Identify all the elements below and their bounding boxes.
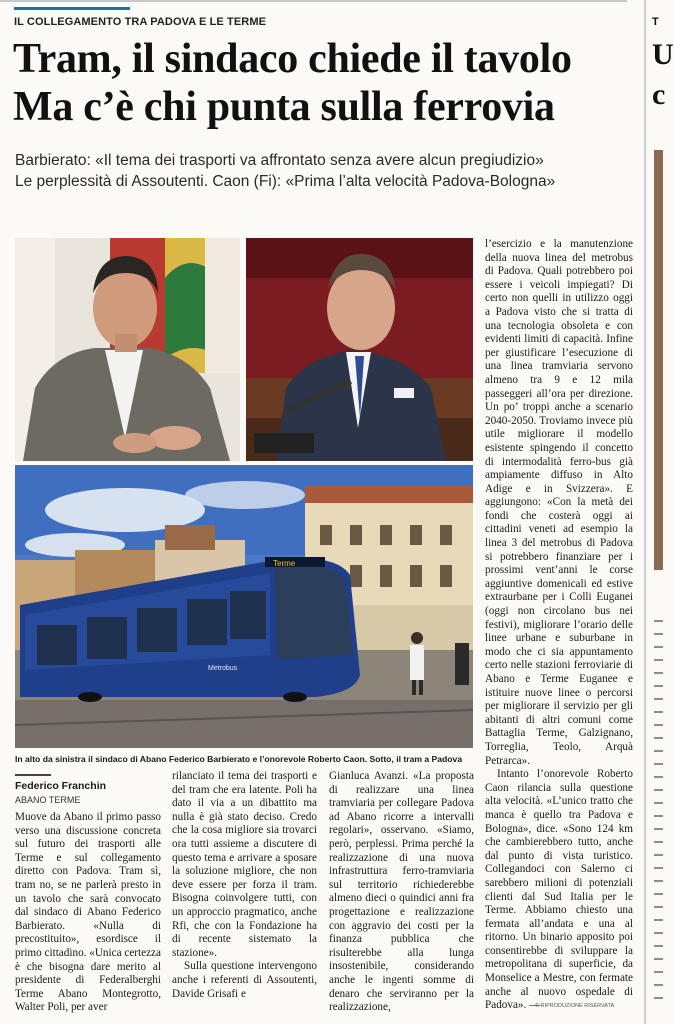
- adjacent-kicker-letter: T: [652, 16, 659, 28]
- tram-sign-text: Terme: [273, 559, 296, 568]
- body-paragraph: Sulla questione intervengono anche i referenti di Assoutenti, Davide Grisafi e: [172, 960, 317, 1000]
- body-column-2: [172, 770, 317, 1001]
- photo-mayor: [15, 238, 240, 461]
- body-paragraph: Muove da Abano il primo passo verso una discussione concreta sul futuro dei trasporti alle Terme e sul collegamento diretto con Padova. Tram sì, tram no, se ne parlerà presto in un tavolo che sarà convocato dal sindaco di Abano Federico Barbierato. «Nulla di precostituito», esordisce il primo cittadino. «Unica certezza è che bisogna dare merito al presidente di Federalberghi Terme Abano Montegrotto, Walter Poli, per aver: [15, 811, 161, 1014]
- tram-logo-text: Metrobus: [208, 665, 238, 672]
- body-paragraph: rilanciato il tema dei trasporti e del tram che era latente. Poli ha dato il via a un dibattito ma nulla è già stato deciso. Credo che la cosa migliore sia trovarci ora tutti assieme a discutere di questo tema e arrivare a sposare la soluzione migliore, che non deve essere per forza il tram. Bisogna coinvolgere tutti, con un approccio pragmatico, anche Rfi, che con la Fondazione ha di recente sistemato la stazione».: [172, 770, 317, 959]
- top-rule: [0, 0, 627, 2]
- photo-caption: In alto da sinistra il sindaco di Abano Federico Barbierato e l’onorevole Roberto Caon. Sotto, il tram a Padova: [15, 754, 463, 764]
- byline-rule: [15, 774, 51, 776]
- adjacent-photo: [654, 150, 663, 570]
- adjacent-headline-letter: c: [652, 78, 666, 111]
- photo-caon-image: [246, 238, 473, 461]
- body-column-4: [485, 238, 633, 1013]
- headline-line-2: Ma c’è chi punta sulla ferrovia: [13, 84, 555, 130]
- body-paragraph: l’esercizio e la manutenzione della nuova linea del metrobus di Padova. Quali potrebbero poi essere i veicoli impiegati? Di certo non quelli in utilizzo oggi a Padova visto che si tratta di una tecnologia obsoleta e con evidenti limiti di capacità. Infine per giustificare l’esecuzione di una linea tramviaria servono almeno tra 9 e 12 mila passeggeri all’ora per direzione. Un po’ troppi anche a scenario 2040-2050. Troviamo invece più utile migliorare il modello esistente spingendo il concetto di intermodalità ferro-bus già ampiamente diffuso in Alto Adige e in Svizzera». E aggiungono: «Con la metà dei fondi che costerà oggi ai cittadini veneti ad esempio la linea 3 del metrobus di Padova si potrebbero finanziare per i prossimi vent’anni le corse aggiuntive domenicali ed estive extraurbane per i Colli Euganei (oggi non circolano bus nei festivi), migliorare l’orario delle linee urbane e suburbane in modo che ci sia appuntamento certo nelle stazioni ferroviarie di Abano e Terme Euganee e istituire nuove linee o percorsi per migliorare il servizio per gli abitanti di altri comuni come Battaglia Terme, Galzignano, Torreglia, Teolo, Arquà Petrarca».: [485, 238, 633, 767]
- body-column-1: [15, 811, 161, 1015]
- deck-line-2: Le perplessità di Assoutenti. Caon (Fi): «Prima l’alta velocità Padova-Bologna»: [15, 173, 556, 190]
- adjacent-text-edge: [654, 620, 663, 1000]
- byline: Federico Franchin: [15, 780, 107, 792]
- photo-mayor-image: [15, 238, 240, 461]
- column-divider: [644, 0, 646, 1024]
- headline-line-1: Tram, il sindaco chiede il tavolo: [13, 36, 572, 82]
- kicker: IL COLLEGAMENTO TRA PADOVA E LE TERME: [14, 16, 267, 28]
- dateline: ABANO TERME: [15, 795, 81, 805]
- headline: [13, 35, 648, 131]
- photo-caon: [246, 238, 473, 461]
- body-paragraph: Intanto l’onorevole Roberto Caon rilancia sulla questione alta velocità. «L’unico tratto che manca è quello tra Padova e Bologna», dice. «Sono 124 km che cambierebbero tutto, anche dal punto di vista turistico. Collegandoci con Salerno ci sarebbero milioni di potenziali clienti dal Sud Italia per le Terme. Abbiamo chiesto una fermata all’andata e una al ritorno. Un binario apposito poi consentirebbe di sviluppare la metropolitana di superficie, da Monselice a Mestre, con fermate anche al nuovo ospedale di Padova». —: [485, 768, 633, 1012]
- photo-tram: [15, 465, 473, 748]
- adjacent-article-strip: [640, 0, 674, 1024]
- deck-line-1: Barbierato: «Il tema dei trasporti va affrontato senza avere alcun pregiudizio»: [15, 152, 544, 169]
- kicker-rule: [14, 7, 130, 10]
- adjacent-headline-letter: U: [652, 38, 674, 71]
- deck: [15, 150, 645, 192]
- body-paragraph: Gianluca Avanzi. «La proposta di realizzare una linea tramviaria per collegare Padova ad Abano ricorre a intervalli regolari», osservano. «Siamo, però, perplessi. Prima perché la realizzazione di una nuova infrastruttura ferro-tramviaria sul territorio richiederebbe almeno dieci o quindici anni fra progettazione e realizzazione con aggravio dei costi per la finanza pubblica che risulterebbe alla lunga insostenibile, considerando anche le ingenti somme di denaro che serviranno per la realizzazione,: [329, 770, 474, 1014]
- body-column-3: [329, 770, 474, 1015]
- copyright-notice: © RIPRODUZIONE RISERVATA: [535, 1003, 615, 1009]
- photo-tram-image: [15, 465, 473, 748]
